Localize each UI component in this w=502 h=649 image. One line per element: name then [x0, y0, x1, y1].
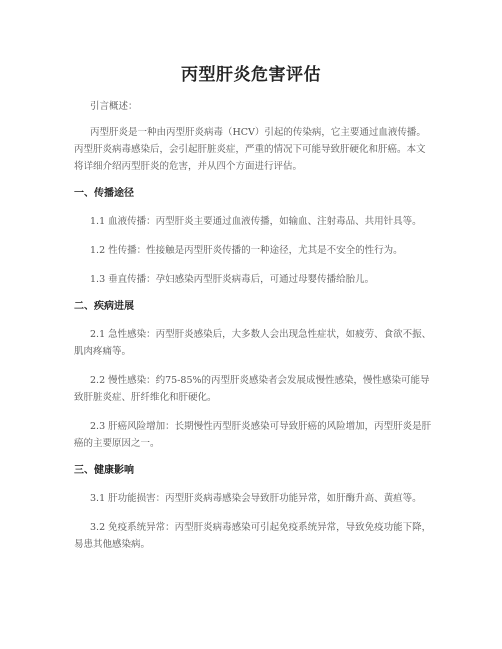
section-item-1-2: 1.2 性传播：性接触是丙型肝炎传播的一种途径，尤其是不安全的性行为。 [90, 245, 403, 256]
section-item-3-1: 3.1 肝功能损害：丙型肝炎病毒感染会导致肝功能异常，如肝酶升高、黄疸等。 [90, 493, 422, 504]
section-heading-transmission: 一、传播途径 [74, 188, 134, 199]
section-item-1-1: 1.1 血液传播：丙型肝炎主要通过血液传播，如输血、注射毒品、共用针具等。 [90, 216, 422, 227]
section-item-2-1: 2.1 急性感染：丙型肝炎感染后，大多数人会出现急性症状，如疲劳、食欲不振、肌肉疼痛等。 [74, 329, 432, 357]
intro-paragraph: 丙型肝炎是一种由丙型肝炎病毒（HCV）引起的传染病，它主要通过血液传播。丙型肝炎病毒感染后，会引起肝脏炎症，严重的情况下可能导致肝硬化和肝癌。本文将详细介绍丙型肝炎的危害，并从四个方面进行评估。 [74, 127, 426, 172]
section-item-2-2: 2.2 慢性感染：约75-85%的丙型肝炎感染者会发展成慢性感染，慢性感染可能导致肝脏炎症、肝纤维化和肝硬化。 [74, 375, 430, 403]
section-item-2-3: 2.3 肝癌风险增加：长期慢性丙型肝炎感染可导致肝癌的风险增加，丙型肝炎是肝癌的主要原因之一。 [74, 421, 432, 449]
section-heading-progression: 二、疾病进展 [74, 301, 134, 312]
intro-label: 引言概述： [90, 101, 138, 112]
page-title: 丙型肝炎危害评估 [181, 65, 321, 85]
section-item-1-3: 1.3 垂直传播：孕妇感染丙型肝炎病毒后，可通过母婴传播给胎儿。 [90, 274, 375, 285]
document-body [74, 98, 434, 565]
section-heading-health-impact: 三、健康影响 [74, 465, 134, 476]
section-item-3-2: 3.2 免疫系统异常：丙型肝炎病毒感染可引起免疫系统异常，导致免疫功能下降，易患其他感染病。 [74, 522, 432, 550]
